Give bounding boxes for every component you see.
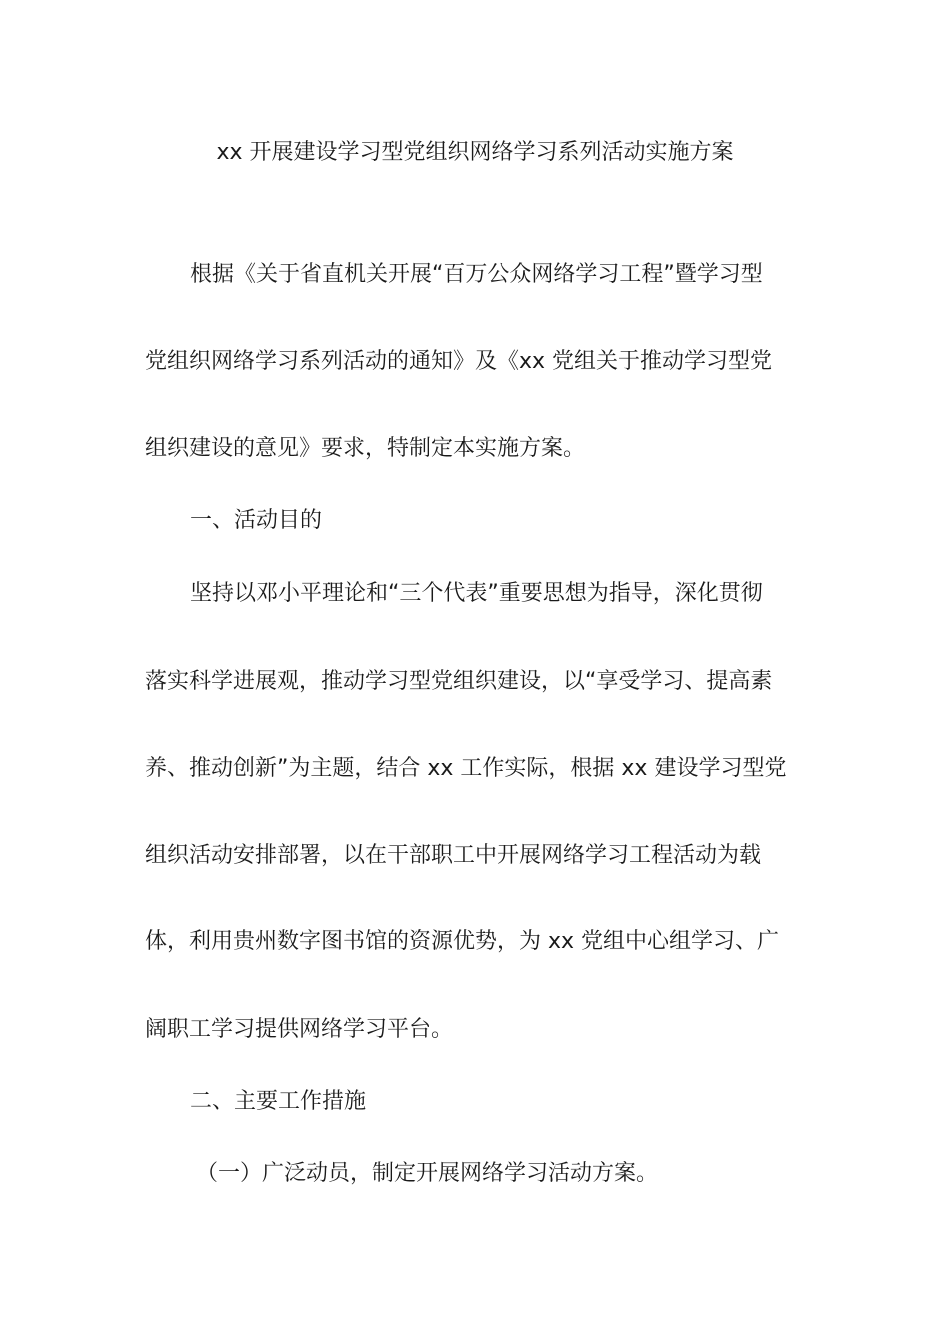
section1-line-3: 养、推动创新”为主题，结合 xx 工作实际，根据 xx 建设学习型党 (145, 756, 787, 781)
section2-heading: 二、主要工作措施 (190, 1089, 367, 1114)
section1-line-6: 阔职工学习提供网络学习平台。 (145, 1017, 454, 1042)
intro-line-1: 根据《关于省直机关开展“百万公众网络学习工程”暨学习型 (190, 262, 763, 287)
intro-line-2: 党组织网络学习系列活动的通知》及《xx 党组关于推动学习型党 (145, 349, 773, 374)
section2-subheading-1: （一）广泛动员，制定开展网络学习活动方案。 (196, 1161, 659, 1186)
section1-line-5: 体，利用贵州数字图书馆的资源优势，为 xx 党组中心组学习、广 (145, 929, 780, 954)
document-title: xx 开展建设学习型党组织网络学习系列活动实施方案 (216, 140, 734, 165)
intro-line-3: 组织建设的意见》要求，特制定本实施方案。 (145, 436, 586, 461)
section1-line-1: 坚持以邓小平理论和“三个代表”重要思想为指导，深化贯彻 (190, 581, 763, 606)
section1-heading: 一、活动目的 (190, 508, 323, 533)
section1-line-4: 组织活动安排部署，以在干部职工中开展网络学习工程活动为载 (145, 843, 762, 868)
section1-line-2: 落实科学进展观，推动学习型党组织建设，以“享受学习、提高素 (145, 669, 773, 694)
